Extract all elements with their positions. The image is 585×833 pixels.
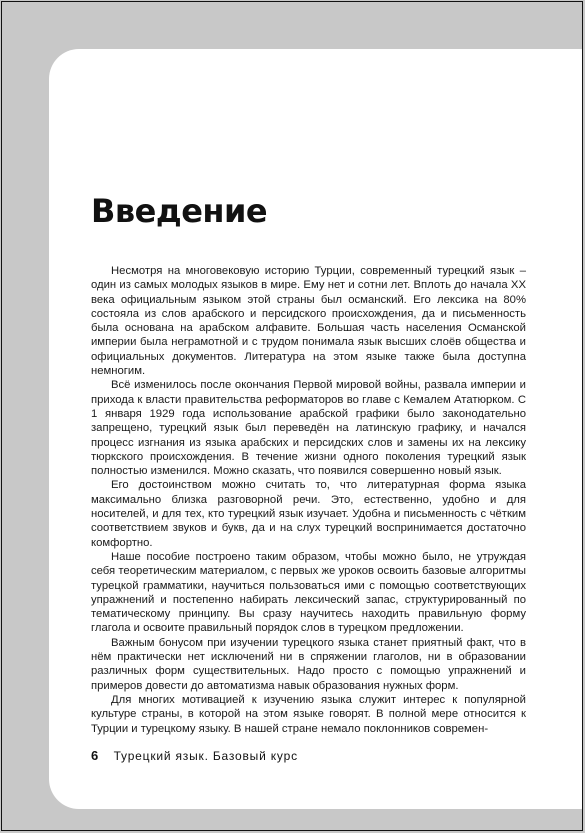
chapter-body <box>91 264 526 736</box>
paragraph: Всё изменилось после окончания Первой мировой войны, развала империи и прихода к власти правительства реформаторов во главе с Кемалем Ататюрком. С 1 января 1929 года использование арабской графики было законодательно запрещено, турецкий язык был переведён на латинскую графику, и начался процесс изгнания из языка арабских и персидских слов и замены их на лексику тюркского происхождения. В течение жизни одного поколения турецкий язык полностью изменился. Можно сказать, что появился совершенно новый язык. <box>91 379 526 478</box>
running-title: Турецкий язык. Базовый курс <box>113 749 298 763</box>
paragraph: Его достоинством можно считать то, что литературная форма языка максимально близка разговорной речи. Это, естественно, удобно и для носителей, и для тех, кто турецкий язык изучает. Удобна и письменность с чётким соответствием звуков и букв, да и на слух турецкий воспринимается достаточно комфортно. <box>91 479 526 549</box>
paragraph: Несмотря на многовековую историю Турции, современный турецкий язык – один из самых молодых языков в мире. Ему нет и сотни лет. Вплоть до начала XX века официальным языком этой страны был османский. Его лексика на 80% состояла из слов арабского и персидского происхождения, да и письменность была основана на арабском алфавите. Большая часть населения Османской империи была неграмотной и с трудом понимала язык высших слоёв общества и официальных документов. Литература на этом языке также была доступна немногим. <box>91 265 526 378</box>
paragraph: Для многих мотивацией к изучению языка служит интерес к популярной культуре страны, в которой на этом языке говорят. В полной мере относится к Турции и турецкому языку. В нашей стране немало поклонников современ- <box>91 693 526 735</box>
page-number: 6 <box>91 748 99 763</box>
paragraph: Наше пособие построено таким образом, чтобы можно было, не утруждая себя теоретическим материалом, с первых же уроков освоить базовые алгоритмы турецкой грамматики, научиться пользоваться ими с помощью соответствующих упражнений и постепенно набирать лексический запас, структурированный по тематическому принципу. Вы сразу научитесь находить правильную форму глагола и освоите правильный порядок слов в турецком предложении. <box>91 550 526 635</box>
page-footer <box>91 748 298 763</box>
book-page <box>1 1 583 831</box>
paragraph: Важным бонусом при изучении турецкого языка станет приятный факт, что в нём практически нет исключений ни в спряжении глаголов, ни в образовании различных форм существительных. Надо просто с помощью упражнений и примеров довести до автоматизма навык образования нужных форм. <box>91 636 526 692</box>
chapter-title: Введение <box>91 192 268 230</box>
